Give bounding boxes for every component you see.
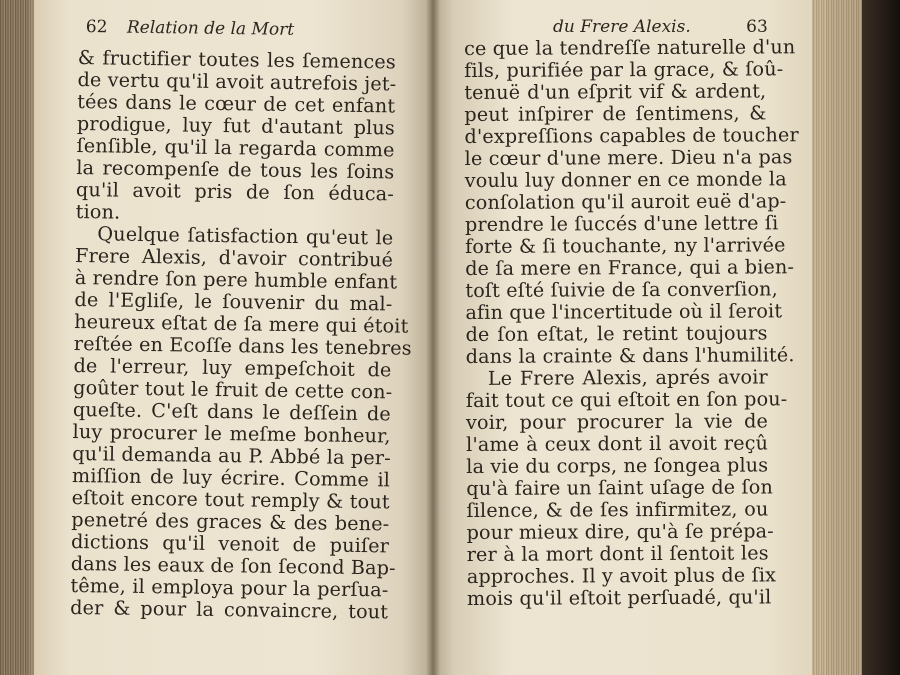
text-line: dictions qu'il venoit de puiſer: [70, 529, 390, 558]
right-running-head: du Frere Alexis.: [553, 17, 691, 37]
text-line: der & pour la convaincre, tout: [70, 595, 389, 624]
text-line: tenuë d'un eſprit vif & ardent,: [464, 79, 767, 104]
text-line: d'expreſſions capables de toucher: [464, 123, 799, 148]
text-line: de vertu qu'il avoit autrefois jet-: [77, 67, 397, 96]
left-page-number: 62: [85, 17, 108, 38]
text-line: fait tout ce qui eſtoit en ſon pou-: [465, 387, 788, 412]
text-line: penetré des graces & des bene-: [71, 507, 390, 536]
text-line: la recompenſe de tous les ſoins: [76, 155, 395, 184]
text-line: dans les eaux de ſon ſecond Bap-: [70, 551, 396, 580]
right-page-body: [463, 35, 799, 610]
left-page-body: [70, 46, 412, 624]
text-line: qu'il demanda au P. Abbé la per-: [72, 441, 391, 470]
text-line: à rendre ſon pere humble enfant: [74, 265, 398, 294]
right-page-number: 63: [746, 17, 768, 37]
text-line: de ſa mere en France, qui a bien-: [465, 255, 795, 280]
text-line: qu'à faire un ſaint uſage de ſon: [466, 475, 774, 500]
text-line: luy procurer le meſme bonheur,: [72, 419, 391, 448]
text-line: de l'erreur, luy empeſchoit de: [73, 353, 392, 382]
text-line: & fructifier toutes les ſemences: [77, 46, 396, 74]
text-line: rer à la mort dont il ſentoit les: [466, 541, 769, 566]
text-line: ce que la tendreſſe naturelle d'un: [463, 35, 796, 60]
text-line: tées dans le cœur de cet enfant: [77, 89, 396, 118]
text-line: Frere Alexis, d'avoir contribué: [74, 243, 394, 272]
left-running-head: Relation de la Mort: [126, 17, 295, 40]
text-line: voir, pour procurer la vie de: [465, 409, 769, 434]
text-line: prodigue, luy fut d'autant plus: [76, 111, 396, 140]
text-line: la vie du corps, ne ſongea plus: [466, 453, 769, 478]
text-line: tême, il employa pour la perſua-: [70, 573, 389, 602]
text-line: ſenſible, qu'il la regarda comme: [76, 133, 395, 162]
text-line: mois qu'il eſtoit perſuadé, qu'il: [466, 585, 772, 610]
text-line: ſilence, & de ſes infirmitez, ou: [466, 497, 769, 522]
text-line: fils, purifiée par la grace, & ſoû-: [464, 57, 784, 82]
text-line: voulu luy donner en ce monde la: [464, 167, 787, 192]
text-line: reſtée en Ecoſſe dans les tenebres: [73, 331, 412, 360]
text-line: pour mieux dire, qu'à ſe prépa-: [466, 519, 774, 544]
text-line: de l'Egliſe, le ſouvenir du mal-: [74, 287, 393, 316]
left-header: [86, 17, 295, 40]
text-line: qu'il avoit pris de ſon éduca-: [75, 177, 395, 206]
text-line: afin que l'incertitude où il ſeroit: [465, 299, 783, 324]
text-line: prendre le ſuccés d'une lettre ſi: [464, 211, 779, 236]
text-line: eſtoit encore tout remply & tout: [71, 485, 390, 514]
text-line: approches. Il y avoit plus de ſix: [466, 563, 777, 588]
book-gutter: [426, 0, 440, 675]
text-line: conſolation qu'il auroit euë d'ap-: [464, 189, 787, 214]
text-line: forte & ſi touchante, ny l'arrivée: [465, 233, 786, 258]
background-surface: [862, 0, 900, 675]
text-line: toſt eſté ſuivie de ſa converſion,: [465, 277, 778, 302]
left-page-edges: [0, 0, 34, 675]
right-header: [553, 17, 768, 37]
text-line: de ſon eſtat, le retint toujours: [465, 321, 768, 346]
text-line: l'ame à ceux dont il avoit reçû: [466, 431, 769, 456]
text-line: heureux eſtat de ſa mere qui étoit: [74, 309, 409, 338]
text-line: le cœur d'une mere. Dieu n'a pas: [464, 145, 793, 170]
text-line: peut inſpirer de ſentimens, &: [464, 101, 767, 126]
text-line: tion.: [75, 199, 121, 224]
text-line: Quelque ſatisfaction qu'eut le: [97, 222, 394, 250]
text-line: miſſion de luy écrire. Comme il: [71, 463, 391, 492]
text-line: dans la crainte & dans l'humilité.: [465, 343, 795, 368]
text-line: goûter tout le fruit de cette con-: [73, 375, 393, 404]
text-line: Le Frere Alexis, aprés avoir: [487, 365, 768, 390]
text-line: queſte. C'eſt dans le deſſein de: [72, 397, 392, 426]
